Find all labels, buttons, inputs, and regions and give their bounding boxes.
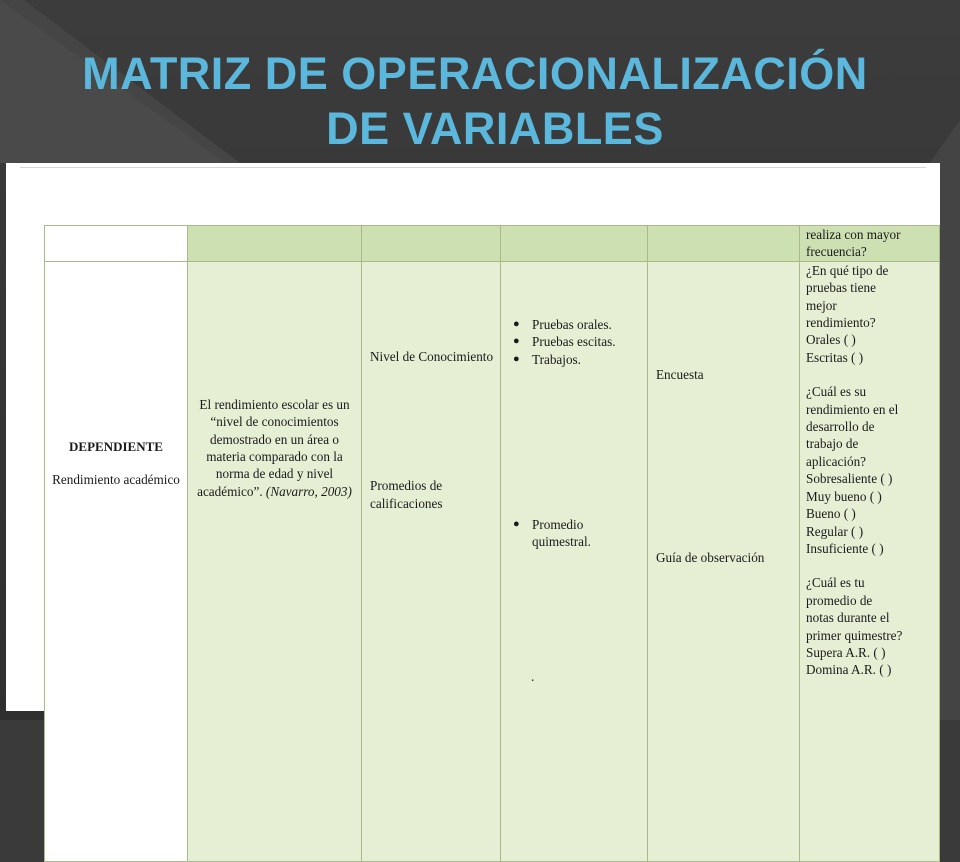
technique-2: Guía de observación: [656, 550, 765, 566]
question-line: rendimiento?: [806, 315, 876, 331]
cell-dimensions: [362, 261, 501, 861]
table-row-top: [45, 226, 940, 262]
list-item: ● Pruebas orales.: [513, 316, 612, 332]
question-option: Orales ( ): [806, 332, 856, 348]
cell-indicators: [501, 261, 648, 861]
list-item: ● Promedio quimestral.: [513, 517, 591, 550]
bullet-icon: ●: [513, 335, 520, 348]
cell-top-indicator: [501, 226, 648, 262]
question-line: ¿Cuál es su: [806, 384, 867, 400]
variable-type: DEPENDIENTE: [69, 438, 163, 454]
variable-name: Rendimiento académico: [52, 472, 180, 488]
question-option: Escritas ( ): [806, 349, 864, 365]
question-gap: [806, 366, 935, 383]
question-line: promedio de: [806, 592, 873, 608]
question-line: ¿Cuál es tu: [806, 575, 865, 591]
indicator-list-2: [511, 516, 643, 551]
table-row-main: [45, 261, 940, 861]
question-line: notas durante el: [806, 610, 890, 626]
cell-questions: [800, 261, 940, 861]
question-tail-line: realiza con mayor: [806, 227, 901, 242]
bullet-icon: ●: [513, 317, 520, 330]
cell-top-variable: [45, 226, 188, 262]
bullet-icon: ●: [513, 352, 520, 365]
question-line: desarrollo de: [806, 419, 875, 435]
question-option: Bueno ( ): [806, 506, 856, 522]
cell-top-technique: [648, 226, 800, 262]
cell-definition: [188, 261, 362, 861]
question-block-2: [806, 383, 935, 557]
slide-title: [0, 46, 960, 156]
question-line: ¿En qué tipo de: [806, 262, 889, 278]
question-line: mejor: [806, 297, 837, 313]
question-option: Domina A.R. ( ): [806, 662, 892, 678]
indicator-list-1: [511, 316, 643, 368]
cell-top-dimension: [362, 226, 501, 262]
question-block-3: [806, 574, 935, 678]
question-line: rendimiento en el: [806, 401, 899, 417]
list-item: ● Trabajos.: [513, 351, 581, 367]
question-gap: [806, 557, 935, 574]
question-option: Insuficiente ( ): [806, 540, 884, 556]
question-option: Muy bueno ( ): [806, 488, 882, 504]
definition-citation: (Navarro, 2003): [265, 483, 352, 499]
question-option: Regular ( ): [806, 523, 864, 539]
dimension-1: Nivel de Conocimiento: [370, 348, 494, 364]
question-line: primer quimestre?: [806, 627, 903, 643]
indicator-trailing-mark: .: [531, 668, 535, 684]
slide-title-line2: DE VARIABLES: [326, 103, 664, 154]
sheet-divider: [20, 167, 926, 168]
cell-top-definition: [188, 226, 362, 262]
list-item: ● Pruebas escitas.: [513, 334, 616, 350]
question-option: Sobresaliente ( ): [806, 471, 893, 487]
technique-1: Encuesta: [656, 366, 704, 382]
cell-top-question: [800, 226, 940, 262]
cell-techniques: [648, 261, 800, 861]
dimension-2: Promedios de calificaciones: [370, 478, 443, 511]
slide-title-line1: MATRIZ DE OPERACIONALIZACIÓN: [82, 48, 868, 99]
question-tail-line: frecuencia?: [806, 244, 867, 260]
definition-text: El rendimiento escolar es un “nivel de conocimientos demostrado en un área o materia comparado con la norma de edad y nivel académico”.: [197, 396, 350, 499]
operationalization-matrix: [44, 225, 940, 862]
question-line: aplicación?: [806, 453, 867, 469]
question-line: trabajo de: [806, 436, 859, 452]
question-block-1: [806, 262, 935, 366]
question-line: pruebas tiene: [806, 280, 876, 296]
cell-variable: [45, 261, 188, 861]
bullet-icon: ●: [513, 518, 520, 531]
question-option: Supera A.R. ( ): [806, 644, 886, 660]
document-sheet: [6, 163, 940, 711]
